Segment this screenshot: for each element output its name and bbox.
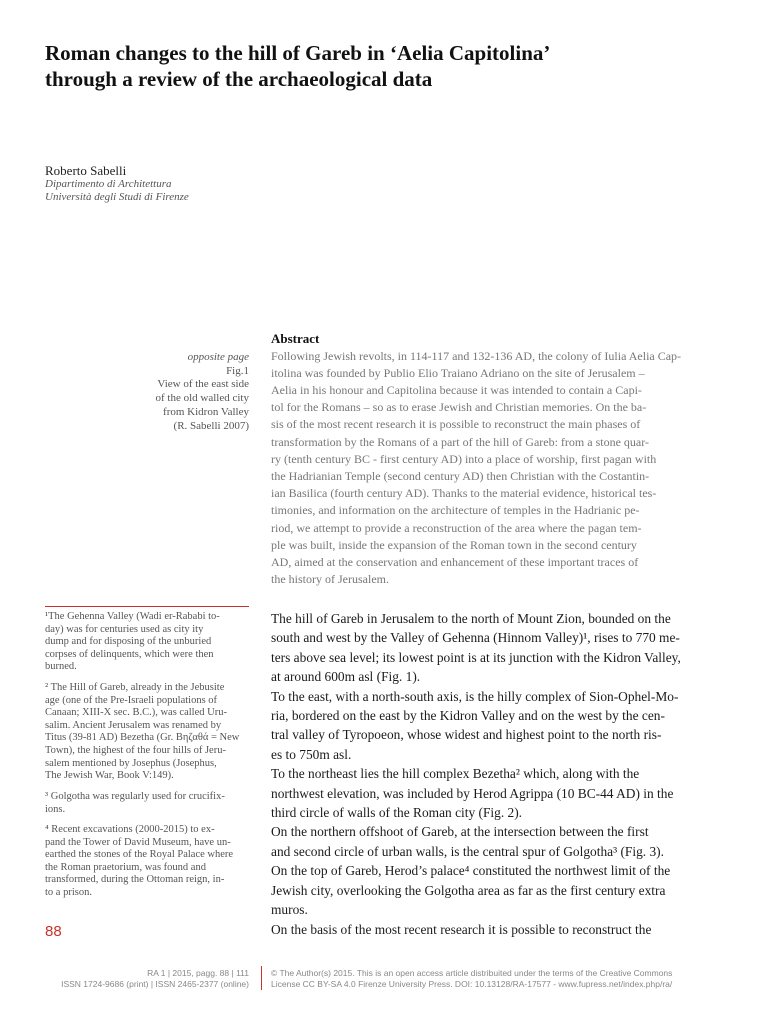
footnote-line: the Roman praetorium, was found and <box>45 861 206 873</box>
title-line-2: through a review of the archaeological data <box>45 67 433 91</box>
abstract-line: AD, aimed at the conservation and enhancement of these important traces of <box>271 554 639 569</box>
footnote-line: pand the Tower of David Museum, have un- <box>45 836 231 848</box>
body-line: To the northeast lies the hill complex Bezetha² which, along with the <box>271 766 640 782</box>
body-line: and second circle of urban walls, is the central spur of Golgotha³ (Fig. 3). <box>271 843 664 859</box>
body-line: On the basis of the most recent research it is possible to reconstruct the <box>271 921 652 937</box>
body-line: ria, bordered on the east by the Kidron Valley and on the west by the cen- <box>271 708 665 724</box>
footer-line: ISSN 1724-9686 (print) | ISSN 2465-2377 (online) <box>61 979 249 989</box>
article-title <box>45 40 725 92</box>
footnote-line: ¹The Gehenna Valley (Wadi er-Rababi to- <box>45 611 220 622</box>
body-line: es to 750m asl. <box>271 746 352 762</box>
body-line: To the east, with a north-south axis, is the hilly complex of Sion-Ophel-Mo- <box>271 688 679 704</box>
abstract-line: ple was built, inside the expansion of the Roman town in the second century <box>271 537 637 552</box>
footnote-line: to a prison. <box>45 886 92 898</box>
body-line: ters above sea level; its lowest point is at its junction with the Kidron Valley, <box>271 649 681 665</box>
caption-line: View of the east side <box>157 378 249 391</box>
footnote-line: dump and for disposing of the unburied <box>45 636 212 648</box>
abstract-line: tol for the Romans – so as to erase Jewish and Christian memories. On the ba- <box>271 400 647 415</box>
footer-divider <box>261 966 262 990</box>
footnote-line: salem mentioned by Josephus (Josephus, <box>45 757 217 769</box>
abstract-line: sis of the most recent research it is possible to reconstruct the main phases of <box>271 417 641 432</box>
footnote-2 <box>45 682 249 783</box>
abstract-line: timonies, and information on the architecture of temples in the Hadrianic pe- <box>271 503 640 518</box>
author-name: Roberto Sabelli <box>45 163 127 178</box>
footnote-line: corpses of delinquents, which were then <box>45 648 214 660</box>
page-number: 88 <box>45 923 62 940</box>
footer-line: © The Author(s) 2015. This is an open access article distribuited under the terms of the Creative Commons <box>271 968 673 978</box>
caption-line: of the old walled city <box>155 392 249 405</box>
body-line: south and west by the Valley of Gehenna (Hinnom Valley)¹, rises to 770 me- <box>271 630 680 646</box>
footnote-line: Town), the highest of the four hills of Jeru- <box>45 744 226 756</box>
footer-license <box>271 968 672 990</box>
title-line-1: Roman changes to the hill of Gareb in ‘Aelia Capitolina’ <box>45 41 551 65</box>
body-line: third circle of walls of the Roman city (Fig. 2). <box>271 805 523 821</box>
footnote-4 <box>45 824 249 900</box>
footer-line: RA 1 | 2015, pagg. 88 | 111 <box>147 968 249 978</box>
abstract-line: ry (tenth century BC - first century AD) into a place of worship, first pagan with <box>271 451 657 466</box>
abstract-line: Aelia in his honour and Capitolina because it was intended to contain a Capi- <box>271 382 642 397</box>
footnote-line: ions. <box>45 803 66 815</box>
affiliation-university: Università degli Studi di Firenze <box>45 191 189 203</box>
abstract-line: Following Jewish revolts, in 114-117 and 132-136 AD, the colony of Iulia Aelia Cap- <box>271 348 682 363</box>
abstract-heading: Abstract <box>271 331 320 346</box>
abstract-line: the Hadrianian Temple (second century AD) then Christian with the Costantin- <box>271 468 650 483</box>
body-line: On the northern offshoot of Gareb, at the intersection between the first <box>271 824 649 840</box>
caption-line: (R. Sabelli 2007) <box>173 419 249 432</box>
footnote-line: burned. <box>45 661 77 673</box>
body-line: muros. <box>271 902 308 918</box>
footnote-line: Canaan; XIII-X sec. B.C.), was called Uru- <box>45 707 227 719</box>
abstract-text <box>271 348 701 589</box>
body-text <box>271 609 701 939</box>
footnote-line: ³ Golgotha was regularly used for crucifix- <box>45 791 225 802</box>
body-line: tral valley of Tyropoeon, whose widest and highest point to the north ris- <box>271 727 662 743</box>
abstract-line: ian Basilica (fourth century AD). Thanks to the material evidence, historical tes- <box>271 486 657 501</box>
abstract-line: the history of Jerusalem. <box>271 572 389 587</box>
abstract-line: transformation by the Romans of a part of the hill of Gareb: from a stone quar- <box>271 434 649 449</box>
footnote-divider <box>45 606 249 607</box>
footnote-line: age (one of the Pre-Israeli populations of <box>45 694 218 706</box>
footnote-line: day) was for centuries used as city ity <box>45 623 204 635</box>
footnote-3 <box>45 791 249 816</box>
footnote-1 <box>45 611 249 674</box>
body-line: northwest elevation, was included by Herod Agrippa (10 BC-44 AD) in the <box>271 785 674 801</box>
abstract-line: riod, we attempt to provide a reconstruction of the area where the pagan tem- <box>271 520 642 535</box>
footnote-line: salim. Ancient Jerusalem was renamed by <box>45 719 222 731</box>
figure-caption <box>100 351 249 433</box>
footnote-line: earthed the stones of the Royal Palace where <box>45 849 234 861</box>
footnote-line: ² The Hill of Gareb, already in the Jebusite <box>45 682 225 693</box>
caption-label: Fig.1 <box>226 364 249 377</box>
footnote-line: The Jewish War, Book V:149). <box>45 770 174 782</box>
caption-line: from Kidron Valley <box>163 405 249 418</box>
caption-reference: opposite page <box>187 351 249 363</box>
body-line: The hill of Gareb in Jerusalem to the north of Mount Zion, bounded on the <box>271 611 671 626</box>
footer-journal-info <box>45 968 249 990</box>
footnote-line: ⁴ Recent excavations (2000-2015) to ex- <box>45 824 215 835</box>
footnote-line: Titus (39-81 AD) Bezetha (Gr. Βηζαθά = New <box>45 732 240 744</box>
footnote-line: transformed, during the Ottoman reign, in- <box>45 874 225 886</box>
body-line: On the top of Gareb, Herod’s palace⁴ constituted the northwest limit of the <box>271 863 671 879</box>
footer-line: License CC BY-SA 4.0 Firenze University Press. DOI: 10.13128/RA-17577 - www.fupress.net/index.php/ra/ <box>271 979 673 989</box>
body-line: Jewish city, overlooking the Golgotha area as far as the first century extra <box>271 882 666 898</box>
affiliation-department: Dipartimento di Architettura <box>45 178 172 190</box>
abstract-line: itolina was founded by Publio Elio Traiano Adriano on the site of Jerusalem – <box>271 365 645 380</box>
body-line: at around 600m asl (Fig. 1). <box>271 669 421 685</box>
